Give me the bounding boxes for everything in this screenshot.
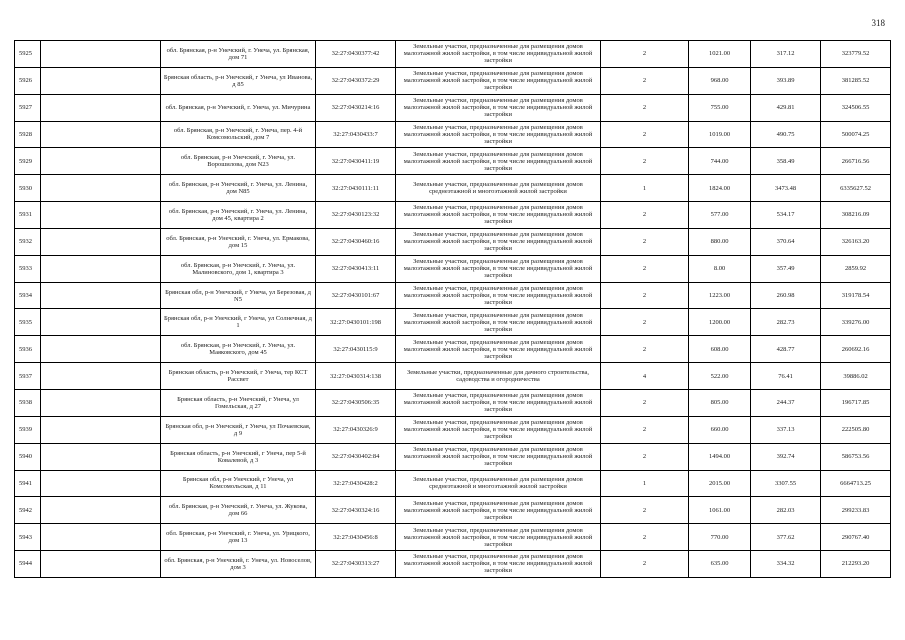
area-cell: 755.00 (689, 94, 751, 121)
row-number-cell: 5942 (15, 497, 41, 524)
cadastral-value-cell: 2859.92 (821, 255, 891, 282)
cadastral-number-cell: 32:27:0430411:19 (316, 148, 396, 175)
table-row (15, 497, 891, 524)
cadastral-value-cell: 500074.25 (821, 121, 891, 148)
table-row (15, 551, 891, 578)
address-cell: обл. Брянская, р-н Унечский, г. Унеча, ул. Жукова, дом 66 (161, 497, 316, 524)
specific-value-cell: 393.89 (751, 67, 821, 94)
area-cell: 1494.00 (689, 443, 751, 470)
land-use-cell: Земельные участки, предназначенные для размещения домов малоэтажной жилой застройки, в том числе индивидуальной жилой застройки (396, 309, 601, 336)
area-cell: 1019.00 (689, 121, 751, 148)
row-number-cell: 5938 (15, 389, 41, 416)
cadastral-value-cell: 299233.83 (821, 497, 891, 524)
table-row (15, 255, 891, 282)
group-cell: 2 (601, 282, 689, 309)
group-cell: 2 (601, 148, 689, 175)
group-cell: 2 (601, 443, 689, 470)
table-row (15, 336, 891, 363)
group-cell: 2 (601, 336, 689, 363)
land-use-cell: Земельные участки, предназначенные для размещения домов малоэтажной жилой застройки, в том числе индивидуальной жилой застройки (396, 282, 601, 309)
blank-cell (41, 41, 161, 68)
address-cell: обл. Брянская, р-н Унечский, г. Унеча, ул. Малиновского, дом 1, квартира 3 (161, 255, 316, 282)
blank-cell (41, 148, 161, 175)
land-use-cell: Земельные участки, предназначенные для размещения домов малоэтажной жилой застройки, в том числе индивидуальной жилой застройки (396, 524, 601, 551)
specific-value-cell: 534.17 (751, 202, 821, 229)
group-cell: 2 (601, 524, 689, 551)
blank-cell (41, 309, 161, 336)
table-row (15, 282, 891, 309)
cadastral-number-cell: 32:27:0430506:35 (316, 389, 396, 416)
blank-cell (41, 228, 161, 255)
land-use-cell: Земельные участки, предназначенные для размещения домов среднеэтажной и многоэтажной жилой застройки (396, 470, 601, 497)
area-cell: 805.00 (689, 389, 751, 416)
specific-value-cell: 260.98 (751, 282, 821, 309)
cadastral-value-cell: 196717.85 (821, 389, 891, 416)
row-number-cell: 5925 (15, 41, 41, 68)
group-cell: 2 (601, 67, 689, 94)
address-cell: обл. Брянская, р-н Унечский, г. Унеча, ул. Брянская, дом 71 (161, 41, 316, 68)
land-use-cell: Земельные участки, предназначенные для дачного строительства, садоводства и огородничества (396, 363, 601, 390)
cadastral-value-cell: 339276.00 (821, 309, 891, 336)
area-cell: 770.00 (689, 524, 751, 551)
address-cell: Брянская область, р-н Унечский, г Унеча, ул Иванова, д 85 (161, 67, 316, 94)
table-row (15, 443, 891, 470)
row-number-cell: 5940 (15, 443, 41, 470)
specific-value-cell: 357.49 (751, 255, 821, 282)
blank-cell (41, 470, 161, 497)
table-row (15, 309, 891, 336)
blank-cell (41, 202, 161, 229)
table-row (15, 202, 891, 229)
row-number-cell: 5930 (15, 175, 41, 202)
row-number-cell: 5941 (15, 470, 41, 497)
cadastral-value-cell: 586753.56 (821, 443, 891, 470)
row-number-cell: 5935 (15, 309, 41, 336)
address-cell: обл. Брянская, р-н Унечский, г. Унеча, ул. Мичурина (161, 94, 316, 121)
specific-value-cell: 370.64 (751, 228, 821, 255)
specific-value-cell: 337.13 (751, 416, 821, 443)
blank-cell (41, 121, 161, 148)
address-cell: обл. Брянская, р-н Унечский, г. Унеча, ул. Ворошилова, дом N23 (161, 148, 316, 175)
blank-cell (41, 67, 161, 94)
specific-value-cell: 76.41 (751, 363, 821, 390)
specific-value-cell: 282.73 (751, 309, 821, 336)
cadastral-value-cell: 39886.02 (821, 363, 891, 390)
group-cell: 2 (601, 121, 689, 148)
land-use-cell: Земельные участки, предназначенные для размещения домов малоэтажной жилой застройки, в том числе индивидуальной жилой застройки (396, 94, 601, 121)
cadastral-number-cell: 32:27:0430377:42 (316, 41, 396, 68)
area-cell: 8.00 (689, 255, 751, 282)
blank-cell (41, 282, 161, 309)
blank-cell (41, 497, 161, 524)
area-cell: 635.00 (689, 551, 751, 578)
cadastral-number-cell: 32:27:0430314:138 (316, 363, 396, 390)
cadastral-number-cell: 32:27:0430115:9 (316, 336, 396, 363)
blank-cell (41, 551, 161, 578)
cadastral-value-cell: 323779.52 (821, 41, 891, 68)
cadastral-value-cell: 308216.09 (821, 202, 891, 229)
land-use-cell: Земельные участки, предназначенные для размещения домов малоэтажной жилой застройки, в том числе индивидуальной жилой застройки (396, 443, 601, 470)
row-number-cell: 5928 (15, 121, 41, 148)
row-number-cell: 5934 (15, 282, 41, 309)
specific-value-cell: 392.74 (751, 443, 821, 470)
address-cell: Брянская обл, р-н Унечский, г Унеча, ул Березовая, д N5 (161, 282, 316, 309)
address-cell: обл. Брянская, р-н Унечский, г. Унеча, ул. Урицкого, дом 13 (161, 524, 316, 551)
table-row (15, 121, 891, 148)
cadastral-number-cell: 32:27:0430101:198 (316, 309, 396, 336)
cadastral-value-table (14, 40, 891, 578)
cadastral-number-cell: 32:27:0430214:16 (316, 94, 396, 121)
page-number: 318 (871, 18, 885, 28)
land-use-cell: Земельные участки, предназначенные для размещения домов малоэтажной жилой застройки, в том числе индивидуальной жилой застройки (396, 148, 601, 175)
row-number-cell: 5936 (15, 336, 41, 363)
cadastral-value-cell: 6335627.52 (821, 175, 891, 202)
row-number-cell: 5939 (15, 416, 41, 443)
cadastral-value-cell: 222505.80 (821, 416, 891, 443)
area-cell: 1824.00 (689, 175, 751, 202)
cadastral-number-cell: 32:27:0430101:67 (316, 282, 396, 309)
group-cell: 1 (601, 470, 689, 497)
blank-cell (41, 94, 161, 121)
group-cell: 2 (601, 41, 689, 68)
cadastral-value-cell: 6664713.25 (821, 470, 891, 497)
row-number-cell: 5944 (15, 551, 41, 578)
land-use-cell: Земельные участки, предназначенные для размещения домов среднеэтажной и многоэтажной жилой застройки (396, 175, 601, 202)
row-number-cell: 5933 (15, 255, 41, 282)
table-row (15, 416, 891, 443)
address-cell: обл. Брянская, р-н Унечский, г. Унеча, ул. Маяковского, дом 45 (161, 336, 316, 363)
specific-value-cell: 282.03 (751, 497, 821, 524)
address-cell: Брянская область, р-н Унечский, г Унеча, пер 5-й Ковалевой, д 3 (161, 443, 316, 470)
table-row (15, 94, 891, 121)
blank-cell (41, 389, 161, 416)
cadastral-value-cell: 290767.40 (821, 524, 891, 551)
specific-value-cell: 244.37 (751, 389, 821, 416)
cadastral-value-cell: 260692.16 (821, 336, 891, 363)
cadastral-number-cell: 32:27:0430456:8 (316, 524, 396, 551)
blank-cell (41, 255, 161, 282)
area-cell: 880.00 (689, 228, 751, 255)
cadastral-number-cell: 32:27:0430402:84 (316, 443, 396, 470)
blank-cell (41, 524, 161, 551)
specific-value-cell: 317.12 (751, 41, 821, 68)
land-use-cell: Земельные участки, предназначенные для размещения домов малоэтажной жилой застройки, в том числе индивидуальной жилой застройки (396, 41, 601, 68)
table-row (15, 67, 891, 94)
cadastral-number-cell: 32:27:0430324:16 (316, 497, 396, 524)
address-cell: Брянская обл, р-н Унечский, г Унеча, ул Солнечная, д 1 (161, 309, 316, 336)
land-use-cell: Земельные участки, предназначенные для размещения домов малоэтажной жилой застройки, в том числе индивидуальной жилой застройки (396, 202, 601, 229)
land-use-cell: Земельные участки, предназначенные для размещения домов малоэтажной жилой застройки, в том числе индивидуальной жилой застройки (396, 336, 601, 363)
group-cell: 2 (601, 228, 689, 255)
blank-cell (41, 175, 161, 202)
row-number-cell: 5937 (15, 363, 41, 390)
specific-value-cell: 334.32 (751, 551, 821, 578)
land-use-cell: Земельные участки, предназначенные для размещения домов малоэтажной жилой застройки, в том числе индивидуальной жилой застройки (396, 67, 601, 94)
area-cell: 744.00 (689, 148, 751, 175)
cadastral-number-cell: 32:27:0430413:11 (316, 255, 396, 282)
address-cell: обл. Брянская, р-н Унечский, г. Унеча, ул. Новоселов, дом 3 (161, 551, 316, 578)
area-cell: 1223.00 (689, 282, 751, 309)
address-cell: Брянская область, р-н Унечский, г Унеча, ул Гомельская, д 27 (161, 389, 316, 416)
blank-cell (41, 443, 161, 470)
group-cell: 2 (601, 416, 689, 443)
row-number-cell: 5931 (15, 202, 41, 229)
specific-value-cell: 3307.55 (751, 470, 821, 497)
address-cell: Брянская обл, р-н Унечский, г Унеча, ул Комсомольская, д 11 (161, 470, 316, 497)
area-cell: 1200.00 (689, 309, 751, 336)
table-row (15, 175, 891, 202)
land-use-cell: Земельные участки, предназначенные для размещения домов малоэтажной жилой застройки, в том числе индивидуальной жилой застройки (396, 416, 601, 443)
address-cell: Брянская область, р-н Унечский, г Унеча, тер КСТ Рассвет (161, 363, 316, 390)
cadastral-value-cell: 324506.55 (821, 94, 891, 121)
address-cell: обл. Брянская, р-н Унечский, г. Унеча, ул. Ленина, дом N85 (161, 175, 316, 202)
area-cell: 522.00 (689, 363, 751, 390)
land-use-cell: Земельные участки, предназначенные для размещения домов малоэтажной жилой застройки, в том числе индивидуальной жилой застройки (396, 255, 601, 282)
cadastral-value-cell: 326163.20 (821, 228, 891, 255)
row-number-cell: 5932 (15, 228, 41, 255)
cadastral-number-cell: 32:27:0430372:29 (316, 67, 396, 94)
cadastral-number-cell: 32:27:0430428:2 (316, 470, 396, 497)
table-row (15, 470, 891, 497)
blank-cell (41, 416, 161, 443)
land-use-cell: Земельные участки, предназначенные для размещения домов малоэтажной жилой застройки, в том числе индивидуальной жилой застройки (396, 121, 601, 148)
area-cell: 577.00 (689, 202, 751, 229)
land-use-cell: Земельные участки, предназначенные для размещения домов малоэтажной жилой застройки, в том числе индивидуальной жилой застройки (396, 497, 601, 524)
cadastral-value-cell: 319178.54 (821, 282, 891, 309)
cadastral-number-cell: 32:27:0430313:27 (316, 551, 396, 578)
cadastral-value-cell: 266716.56 (821, 148, 891, 175)
cadastral-number-cell: 32:27:0430123:32 (316, 202, 396, 229)
address-cell: Брянская обл, р-н Унечский, г Унеча, ул Почаевская, д 9 (161, 416, 316, 443)
specific-value-cell: 358.49 (751, 148, 821, 175)
row-number-cell: 5929 (15, 148, 41, 175)
land-use-cell: Земельные участки, предназначенные для размещения домов малоэтажной жилой застройки, в том числе индивидуальной жилой застройки (396, 228, 601, 255)
group-cell: 2 (601, 309, 689, 336)
cadastral-number-cell: 32:27:0430433:7 (316, 121, 396, 148)
address-cell: обл. Брянская, р-н Унечский, г. Унеча, пер. 4-й Комсомольский, дом 7 (161, 121, 316, 148)
group-cell: 2 (601, 551, 689, 578)
row-number-cell: 5927 (15, 94, 41, 121)
specific-value-cell: 3473.48 (751, 175, 821, 202)
group-cell: 2 (601, 389, 689, 416)
address-cell: обл. Брянская, р-н Унечский, г. Унеча, ул. Ленина, дом 45, квартира 2 (161, 202, 316, 229)
area-cell: 1021.00 (689, 41, 751, 68)
specific-value-cell: 428.77 (751, 336, 821, 363)
blank-cell (41, 363, 161, 390)
area-cell: 2015.00 (689, 470, 751, 497)
table-row (15, 363, 891, 390)
cadastral-value-cell: 381285.52 (821, 67, 891, 94)
cadastral-number-cell: 32:27:0430111:11 (316, 175, 396, 202)
area-cell: 968.00 (689, 67, 751, 94)
group-cell: 2 (601, 255, 689, 282)
table-row (15, 389, 891, 416)
group-cell: 2 (601, 94, 689, 121)
blank-cell (41, 336, 161, 363)
table-row (15, 148, 891, 175)
table-row (15, 41, 891, 68)
group-cell: 4 (601, 363, 689, 390)
group-cell: 2 (601, 497, 689, 524)
row-number-cell: 5926 (15, 67, 41, 94)
land-use-cell: Земельные участки, предназначенные для размещения домов малоэтажной жилой застройки, в том числе индивидуальной жилой застройки (396, 551, 601, 578)
cadastral-number-cell: 32:27:0430460:16 (316, 228, 396, 255)
row-number-cell: 5943 (15, 524, 41, 551)
table-row (15, 228, 891, 255)
table-row (15, 524, 891, 551)
cadastral-number-cell: 32:27:0430326:9 (316, 416, 396, 443)
group-cell: 2 (601, 202, 689, 229)
area-cell: 1061.00 (689, 497, 751, 524)
area-cell: 608.00 (689, 336, 751, 363)
address-cell: обл. Брянская, р-н Унечский, г. Унеча, ул. Ермакова, дом 15 (161, 228, 316, 255)
specific-value-cell: 377.62 (751, 524, 821, 551)
area-cell: 660.00 (689, 416, 751, 443)
group-cell: 1 (601, 175, 689, 202)
land-use-cell: Земельные участки, предназначенные для размещения домов малоэтажной жилой застройки, в том числе индивидуальной жилой застройки (396, 389, 601, 416)
specific-value-cell: 429.81 (751, 94, 821, 121)
cadastral-value-cell: 212293.20 (821, 551, 891, 578)
specific-value-cell: 490.75 (751, 121, 821, 148)
